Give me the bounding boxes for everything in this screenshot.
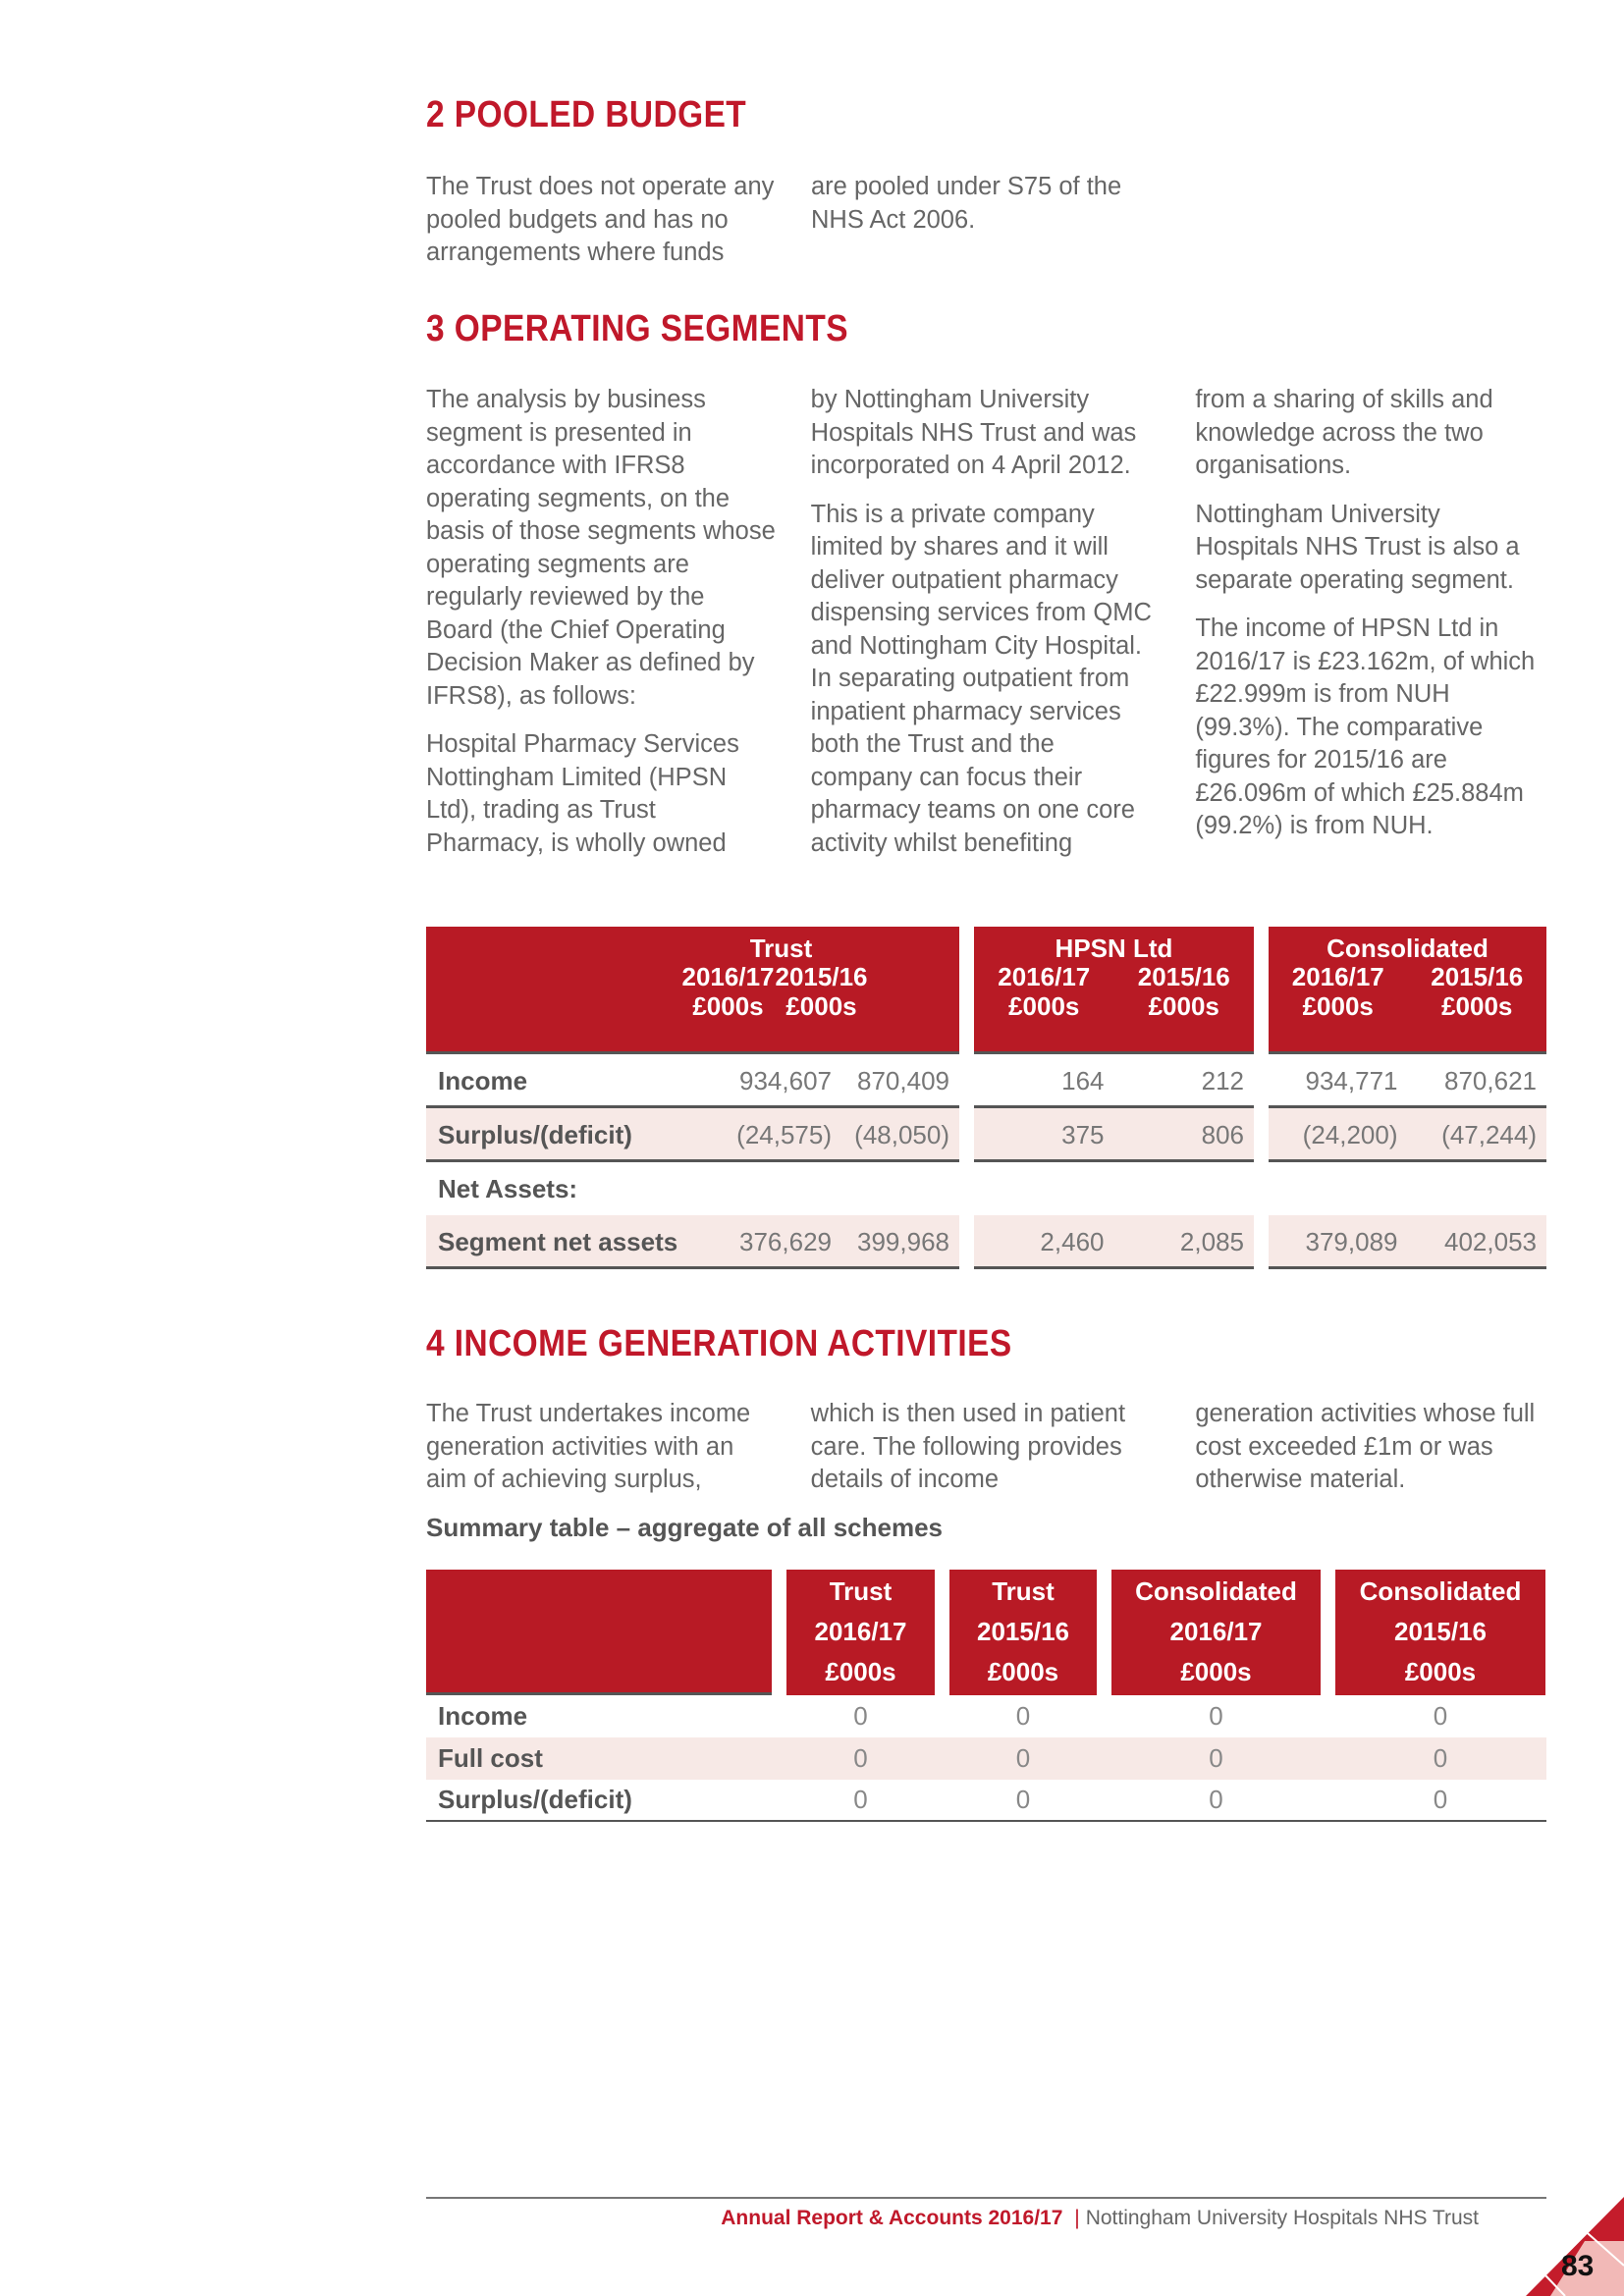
cell-value: 870,621 <box>1444 1066 1537 1095</box>
group-header: Consolidated <box>1326 934 1489 963</box>
cell-value: 2,085 <box>1179 1227 1244 1256</box>
table-header-trust <box>426 927 959 1054</box>
cell-value: 934,607 <box>739 1066 832 1095</box>
section-4-text <box>426 1398 1546 1497</box>
table-row <box>426 1695 1546 1737</box>
text-col: The Trust does not operate any pooled budgets and has no arrangements where funds <box>426 173 775 266</box>
cell-value: 399,968 <box>857 1227 949 1256</box>
header-line: £000s <box>987 1657 1059 1686</box>
year-header: 2016/17 <box>681 962 775 991</box>
header-line: £000s <box>1180 1657 1252 1686</box>
row-label: Full cost <box>438 1743 543 1773</box>
year-header: 2015/16 <box>1431 962 1524 991</box>
text-col: The Trust undertakes income generation activities with an aim of achieving surplus, <box>426 1400 751 1493</box>
cell-value: 0 <box>1015 1701 1031 1731</box>
row-label: Segment net assets <box>438 1227 678 1256</box>
table-row <box>426 1108 1546 1162</box>
cell-value: 0 <box>1209 1785 1223 1814</box>
section-4-heading: 4 INCOME GENERATION ACTIVITIES <box>426 1323 1012 1364</box>
header-line: £000s <box>1404 1657 1477 1686</box>
year-header: 2016/17 <box>998 962 1091 991</box>
year-header: 2015/16 <box>1137 962 1230 991</box>
cell-value: 0 <box>853 1785 868 1814</box>
cell-value: 806 <box>1201 1120 1244 1149</box>
row-label: Surplus/(deficit) <box>438 1785 632 1814</box>
segments-table <box>426 927 1546 1270</box>
section-2-heading: 2 POOLED BUDGET <box>426 94 747 135</box>
cell-value: (47,244) <box>1441 1120 1537 1149</box>
paragraph: This is a private company limited by shares and it will deliver outpatient pharmacy dispensing services from QMC and Nottingham City Hospital. In separating outpatient from inpatient pharmacy services both the Trust and the company can focus their pharmacy teams on one core activity whilst benefiting <box>810 500 1152 857</box>
paragraph: Nottingham University Hospitals NHS Trust is also a separate operating segment. <box>1195 500 1520 594</box>
row-label: Income <box>438 1066 528 1095</box>
header-line: Consolidated <box>1135 1576 1297 1606</box>
cell-value: 2,460 <box>1040 1227 1105 1256</box>
row-label: Income <box>438 1701 528 1731</box>
row-label: Net Assets: <box>438 1174 578 1203</box>
group-header: Trust <box>749 934 813 963</box>
header-line: £000s <box>825 1657 896 1686</box>
cell-value: 934,771 <box>1305 1066 1398 1095</box>
section-3-text <box>426 384 1546 876</box>
group-header: HPSN Ltd <box>1055 934 1173 963</box>
unit-header: £000s <box>692 991 764 1021</box>
row-label: Surplus/(deficit) <box>438 1120 632 1149</box>
column-header <box>1335 1570 1545 1695</box>
cell-value: 0 <box>1015 1785 1031 1814</box>
cell-value: (24,575) <box>736 1120 832 1149</box>
footer-divider <box>426 2197 1546 2199</box>
unit-header: £000s <box>1302 991 1374 1021</box>
cell-value: 402,053 <box>1444 1227 1537 1256</box>
section-3-heading: 3 OPERATING SEGMENTS <box>426 308 848 349</box>
unit-header: £000s <box>785 991 857 1021</box>
year-header: 2015/16 <box>775 962 868 991</box>
header-line: Consolidated <box>1359 1576 1522 1606</box>
table-row <box>426 1780 1546 1822</box>
cell-value: 0 <box>853 1743 868 1773</box>
cell-value: 0 <box>1433 1785 1448 1814</box>
cell-value: 375 <box>1061 1120 1105 1149</box>
cell-value: 0 <box>1209 1743 1223 1773</box>
column-header <box>949 1570 1097 1695</box>
paragraph: The analysis by business segment is presented in accordance with IFRS8 operating segments, on the basis of those segments whose operating segments are regularly reviewed by the Board (the Chief Operating Decision Maker as defined by IFRS8), as follows: <box>426 386 776 710</box>
header-line: 2015/16 <box>977 1617 1069 1646</box>
text-col: are pooled under S75 of the NHS Act 2006. <box>811 173 1122 234</box>
paragraph: Hospital Pharmacy Services Nottingham Limited (HPSN Ltd), trading as Trust Pharmacy, is wholly owned <box>426 730 739 857</box>
section-2-text <box>426 171 1546 270</box>
header-blank <box>426 1570 772 1695</box>
column-header <box>1111 1570 1321 1695</box>
cell-value: 212 <box>1201 1066 1244 1095</box>
table-header-consolidated <box>1269 927 1546 1054</box>
summary-table-title: Summary table – aggregate of all schemes <box>426 1513 943 1542</box>
cell-value: 164 <box>1061 1066 1105 1095</box>
year-header: 2016/17 <box>1291 962 1384 991</box>
header-line: 2016/17 <box>1169 1617 1263 1646</box>
cell-value: 870,409 <box>857 1066 949 1095</box>
table-row <box>426 1162 1546 1216</box>
unit-header: £000s <box>1008 991 1080 1021</box>
cell-value: 0 <box>1433 1743 1448 1773</box>
table-row <box>426 1737 1546 1780</box>
table-row <box>426 1215 1546 1269</box>
unit-header: £000s <box>1441 991 1513 1021</box>
cell-value: 376,629 <box>739 1227 832 1256</box>
paragraph: from a sharing of skills and knowledge across the two organisations. <box>1195 386 1493 479</box>
page-number: 83 <box>1561 2250 1595 2282</box>
cell-value: (48,050) <box>854 1120 949 1149</box>
cell-value: 0 <box>1433 1701 1448 1731</box>
header-line: Trust <box>829 1576 893 1606</box>
report-title: Annual Report & Accounts 2016/17 <box>721 2207 1063 2229</box>
unit-header: £000s <box>1148 991 1219 1021</box>
table-header-hpsn-ltd <box>974 927 1254 1054</box>
paragraph: The income of HPSN Ltd in 2016/17 is £23.162m, of which £22.999m is from NUH (99.3%). The comparative figures for 2015/16 are £26.096m of which £25.884m (99.2%) is from NUH. <box>1195 614 1536 839</box>
organisation-name: Nottingham University Hospitals NHS Trust <box>1085 2207 1479 2229</box>
paragraph: by Nottingham University Hospitals NHS Trust and was incorporated on 4 April 2012. <box>810 386 1137 479</box>
cell-value: 379,089 <box>1305 1227 1398 1256</box>
header-line: Trust <box>992 1576 1055 1606</box>
header-line: 2015/16 <box>1394 1617 1487 1646</box>
cell-value: 0 <box>1209 1701 1223 1731</box>
header-line: 2016/17 <box>814 1617 907 1646</box>
text-col: generation activities whose full cost exceeded £1m or was otherwise material. <box>1195 1400 1536 1493</box>
footer <box>721 2207 1479 2230</box>
cell-value: (24,200) <box>1302 1120 1398 1149</box>
column-header <box>786 1570 935 1695</box>
separator: | <box>1074 2207 1080 2229</box>
table-row <box>426 1054 1546 1108</box>
cell-value: 0 <box>1015 1743 1031 1773</box>
summary-table <box>426 1570 1546 1825</box>
cell-value: 0 <box>853 1701 868 1731</box>
text-col: which is then used in patient care. The following provides details of income <box>810 1400 1126 1493</box>
